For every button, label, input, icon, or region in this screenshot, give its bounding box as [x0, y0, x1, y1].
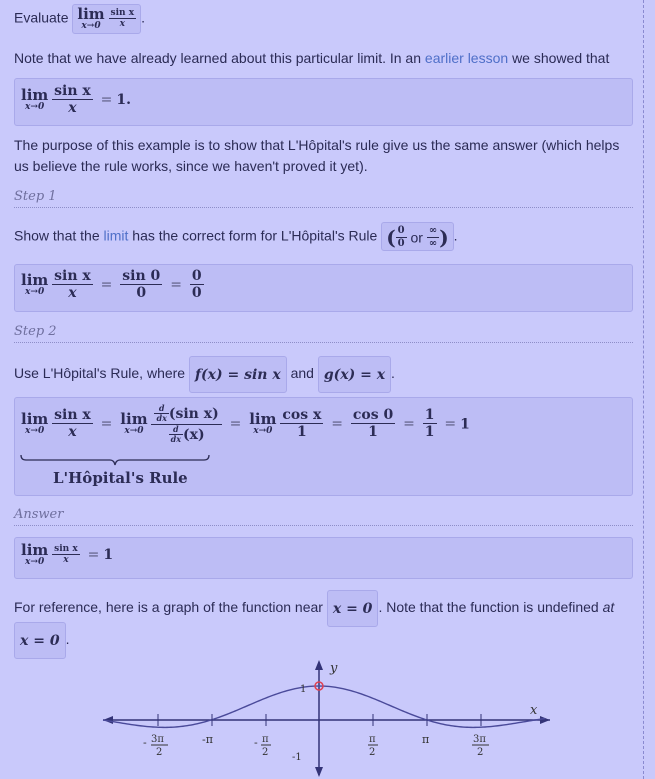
reference-text-2: x = 0 . — [14, 622, 69, 659]
note-paragraph: Note that we have already learned about this particular limit. In an earlier lesson we showed that — [14, 50, 610, 66]
answer-box: lim x→0 $\frac{\text{sin x}}{x}$ = 1 — [14, 537, 633, 579]
step2-text: Use L'Hôpital's Rule, where f(x) = sin x and g(x) = x . — [14, 356, 395, 393]
tick-pi-2-den: 2 — [369, 747, 376, 758]
one-over-one: $\frac{1}{1}$ — [424, 407, 435, 441]
x-equals-zero: x = 0 — [14, 622, 66, 659]
lim-operator: lim x→0 — [249, 410, 277, 437]
x-equals-zero: x = 0 — [327, 590, 379, 627]
sinx-over-x: $\frac{\text{sin x}}{x}$ — [54, 268, 91, 302]
lim-operator: lim x→0 — [120, 410, 148, 437]
evaluate-text: Evaluate — [14, 9, 69, 26]
derivative-ratio: $\frac{d}{dx}$ (sin x) $\frac{d}{dx}$ (x) — [151, 404, 221, 445]
page-edge-rule — [643, 0, 644, 779]
cosx-over-1: $\frac{\text{cos x}}{1}$ — [282, 407, 322, 441]
tick-neg-3pi-2-den: 2 — [156, 747, 163, 758]
step1-label: Step 1 — [14, 189, 633, 208]
y-axis-arrow — [315, 660, 323, 670]
indeterminate-forms: ( $\frac{0}{0}$ or $\frac{\infty}{\infty}$ ) — [381, 222, 453, 251]
step2-label: Step 2 — [14, 324, 633, 343]
step2-math-box: lim x→0 $\frac{\text{sin x}}{x}$ = lim x→0 $\frac{d}{dx}$ (sin x) $\frac{d}{dx}$ (x) = lim x→0 $\frac{\text{cos x}}{1}$ = $\frac{\cos 0}{1}$ = $\frac{1}{1}$ = 1 L'Hôpital's Rule — [14, 397, 633, 496]
tick-neg-pi-2-den: 2 — [262, 747, 269, 758]
lim-operator: lim x→0 — [77, 5, 105, 31]
lim-operator: lim x→0 — [21, 410, 49, 437]
cos0-over-1: $\frac{\cos 0}{1}$ — [352, 407, 394, 441]
sin0-over-0: $\frac{\sin 0}{0}$ — [122, 268, 161, 302]
underbrace — [20, 454, 210, 466]
y-axis-arrow-down — [315, 767, 323, 777]
g-definition: g(x) = x — [318, 356, 391, 393]
x-axis-arrow — [540, 716, 550, 724]
sinx-over-x: $\frac{\text{sin x}}{x}$ — [54, 83, 91, 117]
y-axis-label: y — [330, 661, 338, 676]
evaluate-expression — [72, 4, 141, 34]
zero-over-zero: $\frac{0}{0}$ — [397, 225, 405, 249]
inf-over-inf: $\frac{\infty}{\infty}$ — [428, 225, 438, 249]
known-limit-value: 1. — [116, 91, 132, 108]
tick-neg-3pi-2-sign: - — [143, 736, 147, 749]
known-limit-box: lim x→0 $\frac{\text{sin x}}{x}$ = 1. — [14, 78, 633, 126]
answer-label: Answer — [14, 507, 633, 526]
step1-text: Show that the limit has the correct form for L'Hôpital's Rule ( $\frac{0}{0}$ or $\frac{\infty}{\infty}$ ) . — [14, 222, 458, 251]
y-tick-neg1: -1 — [292, 752, 302, 763]
sinx-over-x: $\frac{\text{sin x}}{x}$ — [110, 7, 135, 30]
tick-3pi-2-den: 2 — [477, 747, 484, 758]
tick-neg-pi-2-num: π — [262, 734, 269, 745]
lim-operator: lim x→0 — [21, 541, 49, 567]
y-tick-1: 1 — [300, 684, 307, 695]
reference-text: For reference, here is a graph of the function near x = 0 . Note that the function is undefined at — [14, 590, 614, 627]
step2-result: 1 — [460, 416, 470, 433]
tick-pi: π — [422, 733, 430, 746]
step1-math-box: lim x→0 $\frac{\text{sin x}}{x}$ = $\frac{\sin 0}{0}$ = $\frac{0}{0}$ — [14, 264, 633, 312]
tick-pi-2-num: π — [369, 734, 376, 745]
lim-operator: lim x→0 — [21, 85, 49, 112]
purpose-paragraph: The purpose of this example is to show that L'Hôpital's rule give us the same answer (which helps us believe the rule works, since we haven't proved it yet). — [14, 137, 620, 174]
sinc-curve — [103, 686, 545, 727]
answer-value: 1 — [103, 547, 114, 563]
lhopital-brace-label: L'Hôpital's Rule — [53, 469, 188, 487]
sinx-over-x: $\frac{\text{sin x}}{x}$ — [54, 407, 91, 441]
tick-neg-pi-2-sign: - — [254, 736, 258, 749]
limit-link[interactable]: limit — [103, 227, 129, 244]
zero-over-zero-result: $\frac{0}{0}$ — [191, 268, 202, 302]
lim-operator: lim x→0 — [21, 270, 49, 297]
earlier-lesson-link[interactable]: earlier lesson — [424, 50, 509, 66]
x-axis-label: x — [530, 703, 538, 718]
tick-neg-3pi-2-num: 3π — [151, 734, 164, 745]
evaluate-line: Evaluate lim x→0 $\frac{\text{sin x}}{x}$ . — [14, 4, 145, 34]
tick-neg-pi: -π — [202, 733, 213, 746]
sinx-over-x: $\frac{\text{sin x}}{x}$ — [54, 543, 78, 566]
sinc-graph — [0, 650, 640, 779]
f-definition: f(x) = sin x — [189, 356, 287, 393]
tick-3pi-2-num: 3π — [473, 734, 486, 745]
